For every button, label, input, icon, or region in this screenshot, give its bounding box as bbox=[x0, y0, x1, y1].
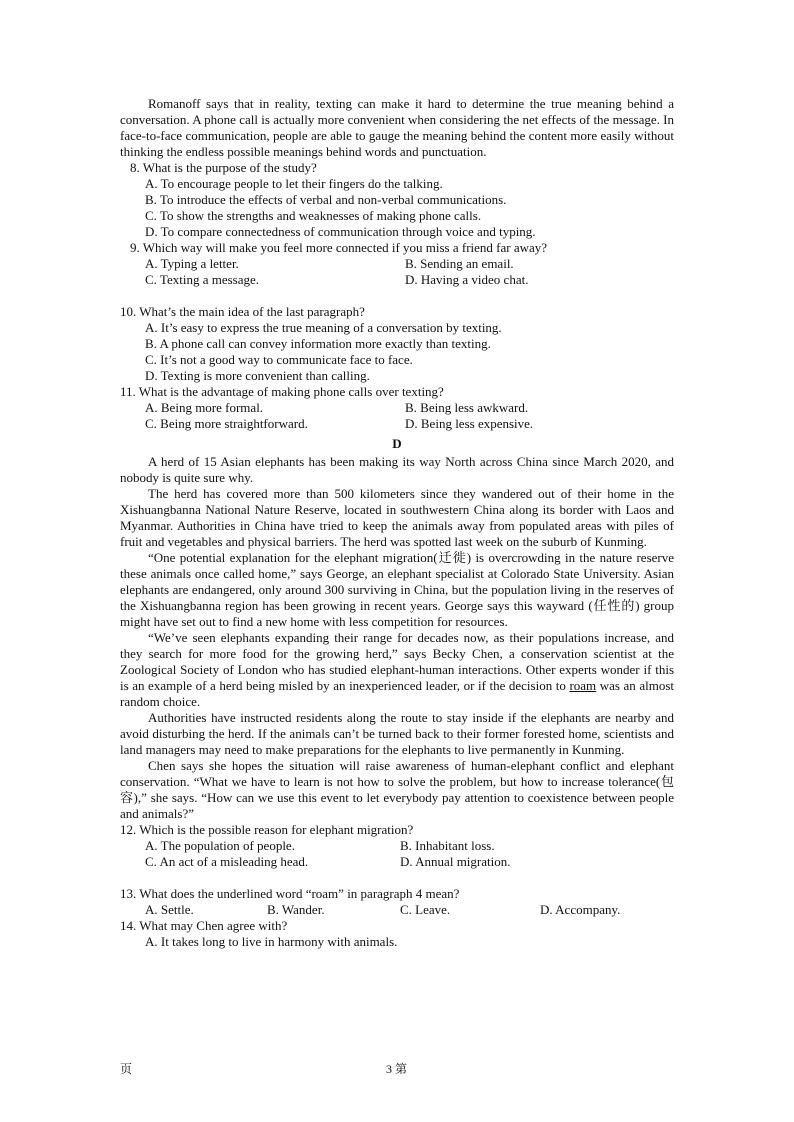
question-11-option-b: B. Being less awkward. bbox=[405, 400, 529, 415]
question-8-option-c: C. To show the strengths and weaknesses of making phone calls. bbox=[145, 208, 482, 223]
intro-paragraph: Romanoff says that in reality, texting can make it hard to determine the true meaning behind a conversation. A phone call is actually more convenient when considering the net effects of the message. In face-to-face communication, people are able to gauge the meaning behind the content more easily without thinking the endless possible meanings behind words and punctuation. bbox=[120, 96, 674, 159]
passage-d-paragraph-5: Authorities have instructed residents along the route to stay inside if the elephants are nearby and avoid disturbing the herd. If the animals can’t be turned back to their former forested home, scientists and land managers may need to make preparations for the elephants to live permanently in Kunming. bbox=[120, 710, 674, 757]
question-13-options-row bbox=[120, 902, 674, 918]
question-9-option-c: C. Texting a message. bbox=[145, 272, 260, 287]
question-12-option-a: A. The population of people. bbox=[145, 838, 295, 853]
passage-d-paragraph-3: “One potential explanation for the elephant migration(迁徙) is overcrowding in the nature reserve these animals once called home,” says George, an elephant specialist at Colorado State University. Asian elephants are endangered, only around 300 surviving in China, but the population living in the reserves of the Xishuangbanna region has been growing in recent years. George says this wayward (任性的) group might have set out to find a new home with less competition for resources. bbox=[120, 550, 674, 629]
footer-left-label: 页 bbox=[120, 1062, 133, 1076]
passage-d-paragraph-6: Chen says she hopes the situation will raise awareness of human-elephant conflict and elephant conservation. “What we have to learn is not how to solve the problem, but how to increase tolerance(包容),” she says. “How can we use this event to let everybody pay attention to coexistence between people and animals?” bbox=[120, 758, 674, 821]
paragraph-4-text-end: was an almost random choice. bbox=[120, 678, 674, 709]
question-10-option-a: A. It’s easy to express the true meaning of a conversation by texting. bbox=[145, 320, 502, 335]
question-14-option-a: A. It takes long to live in harmony with animals. bbox=[145, 934, 398, 949]
question-10-option-c: C. It’s not a good way to communicate face to face. bbox=[145, 352, 413, 367]
question-8-option-a: A. To encourage people to let their fingers do the talking. bbox=[145, 176, 443, 191]
question-9-option-b: B. Sending an email. bbox=[405, 256, 514, 271]
question-13-option-a: A. Settle. bbox=[145, 902, 194, 917]
question-11-option-d: D. Being less expensive. bbox=[405, 416, 534, 431]
question-12-options-row-2 bbox=[120, 854, 674, 870]
section-d-title: D bbox=[392, 436, 402, 451]
question-11-options-row-1 bbox=[120, 400, 674, 416]
question-8-stem: 8. What is the purpose of the study? bbox=[130, 160, 317, 175]
question-9-stem: 9. Which way will make you feel more connected if you miss a friend far away? bbox=[130, 240, 548, 255]
question-9-options-row-2 bbox=[120, 272, 674, 288]
question-13-option-b: B. Wander. bbox=[267, 902, 325, 917]
question-13-option-c: C. Leave. bbox=[400, 902, 451, 917]
question-8-option-b: B. To introduce the effects of verbal and non-verbal communications. bbox=[145, 192, 507, 207]
question-9-option-a: A. Typing a letter. bbox=[145, 256, 239, 271]
question-12-option-d: D. Annual migration. bbox=[400, 854, 511, 869]
question-14-stem: 14. What may Chen agree with? bbox=[120, 918, 288, 933]
spacer bbox=[120, 870, 674, 886]
question-10-option-d: D. Texting is more convenient than calling. bbox=[145, 368, 370, 383]
footer-page-number: 3 第 bbox=[386, 1062, 408, 1076]
exam-page bbox=[120, 96, 674, 950]
question-11-option-a: A. Being more formal. bbox=[145, 400, 264, 415]
question-12-stem: 12. Which is the possible reason for elephant migration? bbox=[120, 822, 414, 837]
question-12-option-c: C. An act of a misleading head. bbox=[145, 854, 309, 869]
question-13-stem: 13. What does the underlined word “roam” in paragraph 4 mean? bbox=[120, 886, 460, 901]
question-11-options-row-2 bbox=[120, 416, 674, 432]
passage-d-paragraph-4 bbox=[120, 630, 674, 710]
question-12-options-row-1 bbox=[120, 838, 674, 854]
question-12-option-b: B. Inhabitant loss. bbox=[400, 838, 495, 853]
underlined-word-roam: roam bbox=[569, 678, 597, 693]
question-13-option-d: D. Accompany. bbox=[540, 902, 621, 917]
passage-d-paragraph-2: The herd has covered more than 500 kilometers since they wandered out of their home in the Xishuangbanna National Nature Reserve, located in southwestern China along its border with Laos and Myanmar. Authorities in China have tried to keep the animals away from populated areas with piles of fruit and vegetables and physical barriers. The herd was spotted last week on the suburb of Kunming. bbox=[120, 486, 674, 549]
question-11-stem: 11. What is the advantage of making phone calls over texting? bbox=[120, 384, 444, 399]
paragraph-4-text-start: “We’ve seen elephants expanding their range for decades now, as their populations increase, and they search for more food for the growing herd,” says Becky Chen, a conservation scientist at the Zoological Society of London who has studied elephant-human interactions. Other experts wonder if this is an example of a herd being misled by an inexperienced leader, or if the decision to bbox=[120, 630, 674, 693]
question-9-options-row-1 bbox=[120, 256, 674, 272]
passage-d-paragraph-1: A herd of 15 Asian elephants has been making its way North across China since March 2020, and nobody is quite sure why. bbox=[120, 454, 674, 485]
question-11-option-c: C. Being more straightforward. bbox=[145, 416, 308, 431]
question-9-option-d: D. Having a video chat. bbox=[405, 272, 529, 287]
question-8-option-d: D. To compare connectedness of communication through voice and typing. bbox=[145, 224, 536, 239]
question-10-option-b: B. A phone call can convey information more exactly than texting. bbox=[145, 336, 491, 351]
question-10-stem: 10. What’s the main idea of the last paragraph? bbox=[120, 304, 365, 319]
spacer bbox=[120, 288, 674, 304]
